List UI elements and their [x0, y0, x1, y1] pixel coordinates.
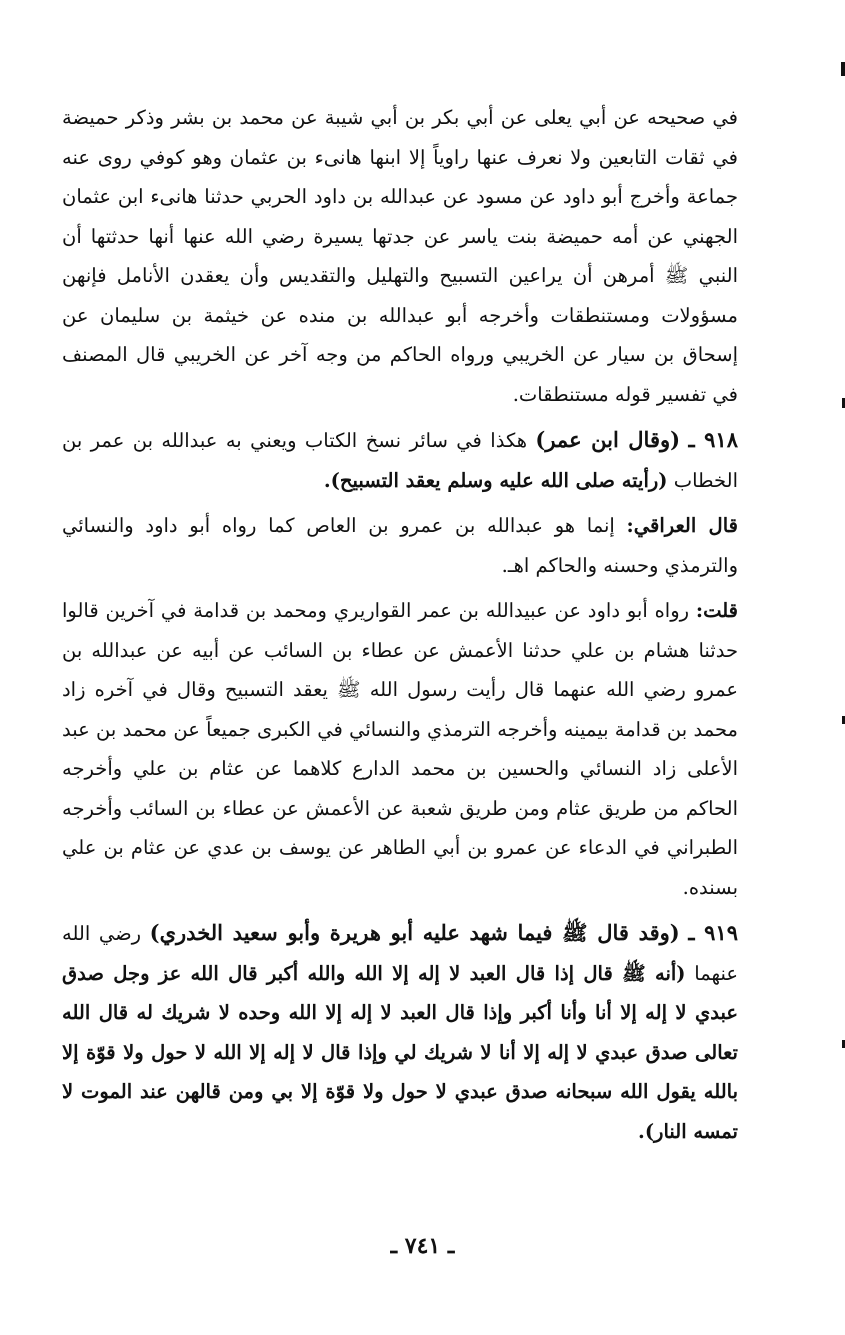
paragraph-entry-918: [62, 420, 738, 500]
paragraph-iraqi: [62, 506, 738, 585]
entry-number: ٩١٩ ـ: [688, 920, 738, 945]
paragraph-commentary-1: [62, 98, 738, 414]
paragraph-qultu: [62, 591, 738, 907]
entry-text: رضي الله عنهما: [62, 922, 738, 985]
paragraph-entry-919: [62, 913, 738, 1151]
scan-edge-mark: [841, 62, 845, 76]
entry-number: ٩١٨ ـ: [688, 427, 738, 452]
paragraph-text: إنما هو عبدالله بن عمرو بن العاص كما رواه أبو داود والنسائي والترمذي وحسنه والحاكم اهـ.: [62, 514, 738, 577]
speaker-label: قلت:: [695, 599, 738, 622]
entry-quote-2: (أنه ﷺ قال إذا قال العبد لا إله إلا الله والله أكبر قال الله عز وجل صدق عبدي لا إله إلا أنا وأنا أكبر وإذا قال العبد لا إله إلا الله وحده لا شريك له قال الله تعالى صدق عبدي لا إله إلا أنا لا شريك لي وإذا قال لا إله إلا الله لا حول ولا قوّة إلا بالله يقول الله سبحانه صدق عبدي لا حول ولا قوّة إلا بي ومن قالهن عند الموت لا تمسه النار).: [62, 961, 738, 1143]
entry-quote: (وقال ابن عمر): [535, 427, 681, 452]
paragraph-text: في صحيحه عن أبي يعلى عن أبي بكر بن أبي شيبة عن محمد بن بشر وذكر حميضة في ثقات التابعين ولا نعرف عنها راوياً إلا ابنها هانىء بن عثمان وهو كوفي روى عنه جماعة وأخرج أبو داود عن مسود عن عبدالله بن داود الحربي حدثنا هانىء ابن عثمان الجهني عن أمه حميضة بنت ياسر عن جدتها يسيرة رضي الله عنها أنها حدثتها أن النبي ﷺ أمرهن أن يراعين التسبيح والتهليل والتقديس وأن يعقدن الأنامل فإنهن مسؤولات ومستنطقات وأخرجه أبو عبدالله بن منده عن خيثمة بن سليمان عن إسحاق بن سيار عن الخريبي ورواه الحاكم من وجه آخر عن الخريبي قال المصنف في تفسير قوله مستنطقات.: [62, 106, 738, 406]
entry-quote-2: (رأيته صلى الله عليه وسلم يعقد التسبيح).: [323, 468, 668, 492]
page-number: ـ ٧٤١ ـ: [390, 1233, 455, 1259]
page-body: [62, 98, 738, 1151]
speaker-label: قال العراقي:: [626, 514, 738, 537]
entry-quote: (وقد قال ﷺ فيما شهد عليه أبو هريرة وأبو سعيد الخدري): [149, 920, 680, 945]
entry-text: هكذا في سائر نسخ الكتاب ويعني به عبدالله بن عمر بن الخطاب: [62, 429, 738, 492]
paragraph-text: رواه أبو داود عن عبيدالله بن عمر القواريري ومحمد بن قدامة في آخرين قالوا حدثنا هشام بن علي حدثنا الأعمش عن عطاء بن السائب عن أبيه عن عبدالله بن عمرو رضي الله عنهما قال رأيت رسول الله ﷺ يعقد التسبيح وقال في آخره زاد محمد بن قدامة بيمينه وأخرجه الترمذي والنسائي في الكبرى جميعاً عن محمد بن عبد الأعلى زاد النسائي والحسين بن محمد الدارع كلاهما عن عثام بن علي وأخرجه الحاكم من طريق عثام ومن طريق شعبة عن الأعمش عن عطاء بن السائب وأخرجه الطبراني في الدعاء عن عمرو بن أبي الطاهر عن يوسف بن عدي عن عثام بن علي بسنده.: [62, 599, 738, 899]
